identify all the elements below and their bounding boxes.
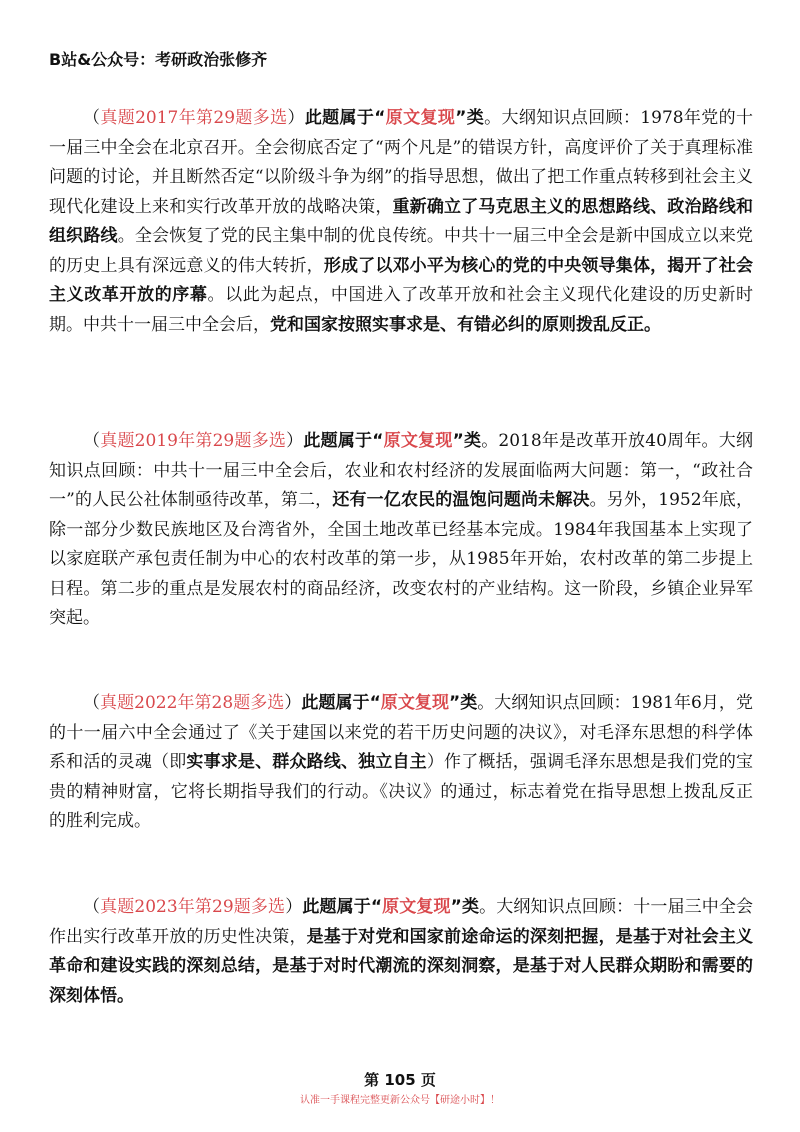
bold-text: 此题属于“ (304, 108, 386, 128)
footer-notice: 认准一手课程完整更新公众号【研途小时】！ (300, 1095, 500, 1106)
paragraph-2022-q28 (49, 689, 753, 837)
question-ref: 真题2017年第29题多选 (100, 108, 288, 128)
body-text: ） (287, 108, 305, 128)
body-text: 。全会恢复了党的民主集中制的优良传统。中共十一届三中全会是新中国成立以来党的历史上具有深远意义的伟大转折， (49, 226, 754, 276)
body-text: 。另外，1952年底，除一部分少数民族地区及台湾省外，全国土地改革已经基本完成。1984年我国基本上实现了以家庭联产承包责任制为中心的农村改革的第一步，从1985年开始，农村改革的第二步提上日程。第二步的重点是发展农村的商品经济，改变农村的产业结构。这一阶段，乡镇企业异军突起。 (49, 490, 754, 628)
bold-text: 此题属于“ (303, 431, 384, 451)
bold-text: 重新确立了马克思主义的思想路线、政治路线和组织路线 (49, 196, 753, 246)
bold-text: 还有一亿农民的温饱问题尚未解决 (332, 490, 590, 510)
bold-text: ”类 (450, 897, 480, 917)
body-text: 。大纲知识点回顾：1981年6月，党的十一届六中全会通过了《关于建国以来党的若干历史问题的决议》，对毛泽东思想的科学体系和活的灵魂（即 (49, 693, 753, 772)
bold-text: 是基于对党和国家前途命运的深刻把握，是基于对社会主义革命和建设实践的深刻总结，是基于对时代潮流的深刻洞察，是基于对人民群众期盼和需要的深刻体悟。 (49, 926, 753, 1006)
body-text: 第一，“政社合一”的人民公社体制亟待改革，第二， (49, 460, 754, 510)
bold-text: 实事求是、群众路线、独立自主 (186, 752, 427, 772)
body-text: ）作了概括，强调毛泽东思想是我们党的宝贵的精神财富，它将长期指导我们的行动。《决议》的通过，标志着党在指导思想上拨乱反正的胜利完成。 (49, 752, 754, 831)
body-text: ） (286, 431, 304, 451)
body-text: 。大纲知识点回顾：十一届三中全会作出实行改革开放的历史性决策， (49, 897, 754, 947)
body-text: 。大纲知识点回顾：1978年党的十一届三中全会在北京召开。全会彻底否定了“两个凡是”的错误方针，高度评价了关于真理标准问题的讨论，并且断然否定“以阶级斗争为纲”的指导思想，做出了把工作重点转移到社会主义现代化建设上来和实行改革开放的战略决策， (49, 108, 753, 217)
bold-text: ”类 (455, 108, 485, 128)
body-text: （ (83, 693, 101, 713)
question-ref: 真题2019年第29题多选 (100, 431, 287, 451)
category-highlight: 原文复现 (380, 693, 449, 713)
paragraph-2019-q29 (49, 427, 753, 634)
bold-text: ”类 (449, 693, 478, 713)
source-header: B站&公众号：考研政治张修齐 (49, 50, 268, 69)
body-text: （ (83, 897, 101, 917)
bold-text: 此题属于“ (301, 693, 381, 713)
paragraph-2023-q29 (49, 893, 753, 1011)
body-text: （ (83, 108, 101, 128)
page-number: 第 105 页 (364, 1071, 436, 1089)
body-text: 。2018年是改革开放40周年。大纲知识点回顾：中共十一届三中全会后，农业和农村经济的发展面临两大问题： (49, 431, 754, 481)
bold-text: 党和国家按照实事求是、有错必纠的原则拨乱反正。 (270, 314, 661, 335)
question-ref: 真题2023年第29题多选 (100, 897, 286, 917)
bold-text: 形成了以邓小平为核心的党的中央领导集体，揭开了社会主义改革开放的序幕 (49, 255, 754, 305)
body-text: （ (83, 431, 101, 451)
category-highlight: 原文复现 (385, 108, 456, 128)
bold-text: 此题属于“ (302, 897, 383, 917)
category-highlight: 原文复现 (382, 897, 451, 917)
body-text: ） (284, 693, 302, 713)
body-text: ） (285, 897, 303, 917)
bold-text: ”类 (452, 431, 482, 451)
body-text: 。以此为起点，中国进入了改革开放和社会主义现代化建设的历史新时期。中共十一届三中全会后， (49, 285, 754, 335)
paragraph-2017-q29 (49, 104, 753, 340)
category-highlight: 原文复现 (383, 431, 453, 451)
question-ref: 真题2022年第28题多选 (100, 693, 285, 713)
